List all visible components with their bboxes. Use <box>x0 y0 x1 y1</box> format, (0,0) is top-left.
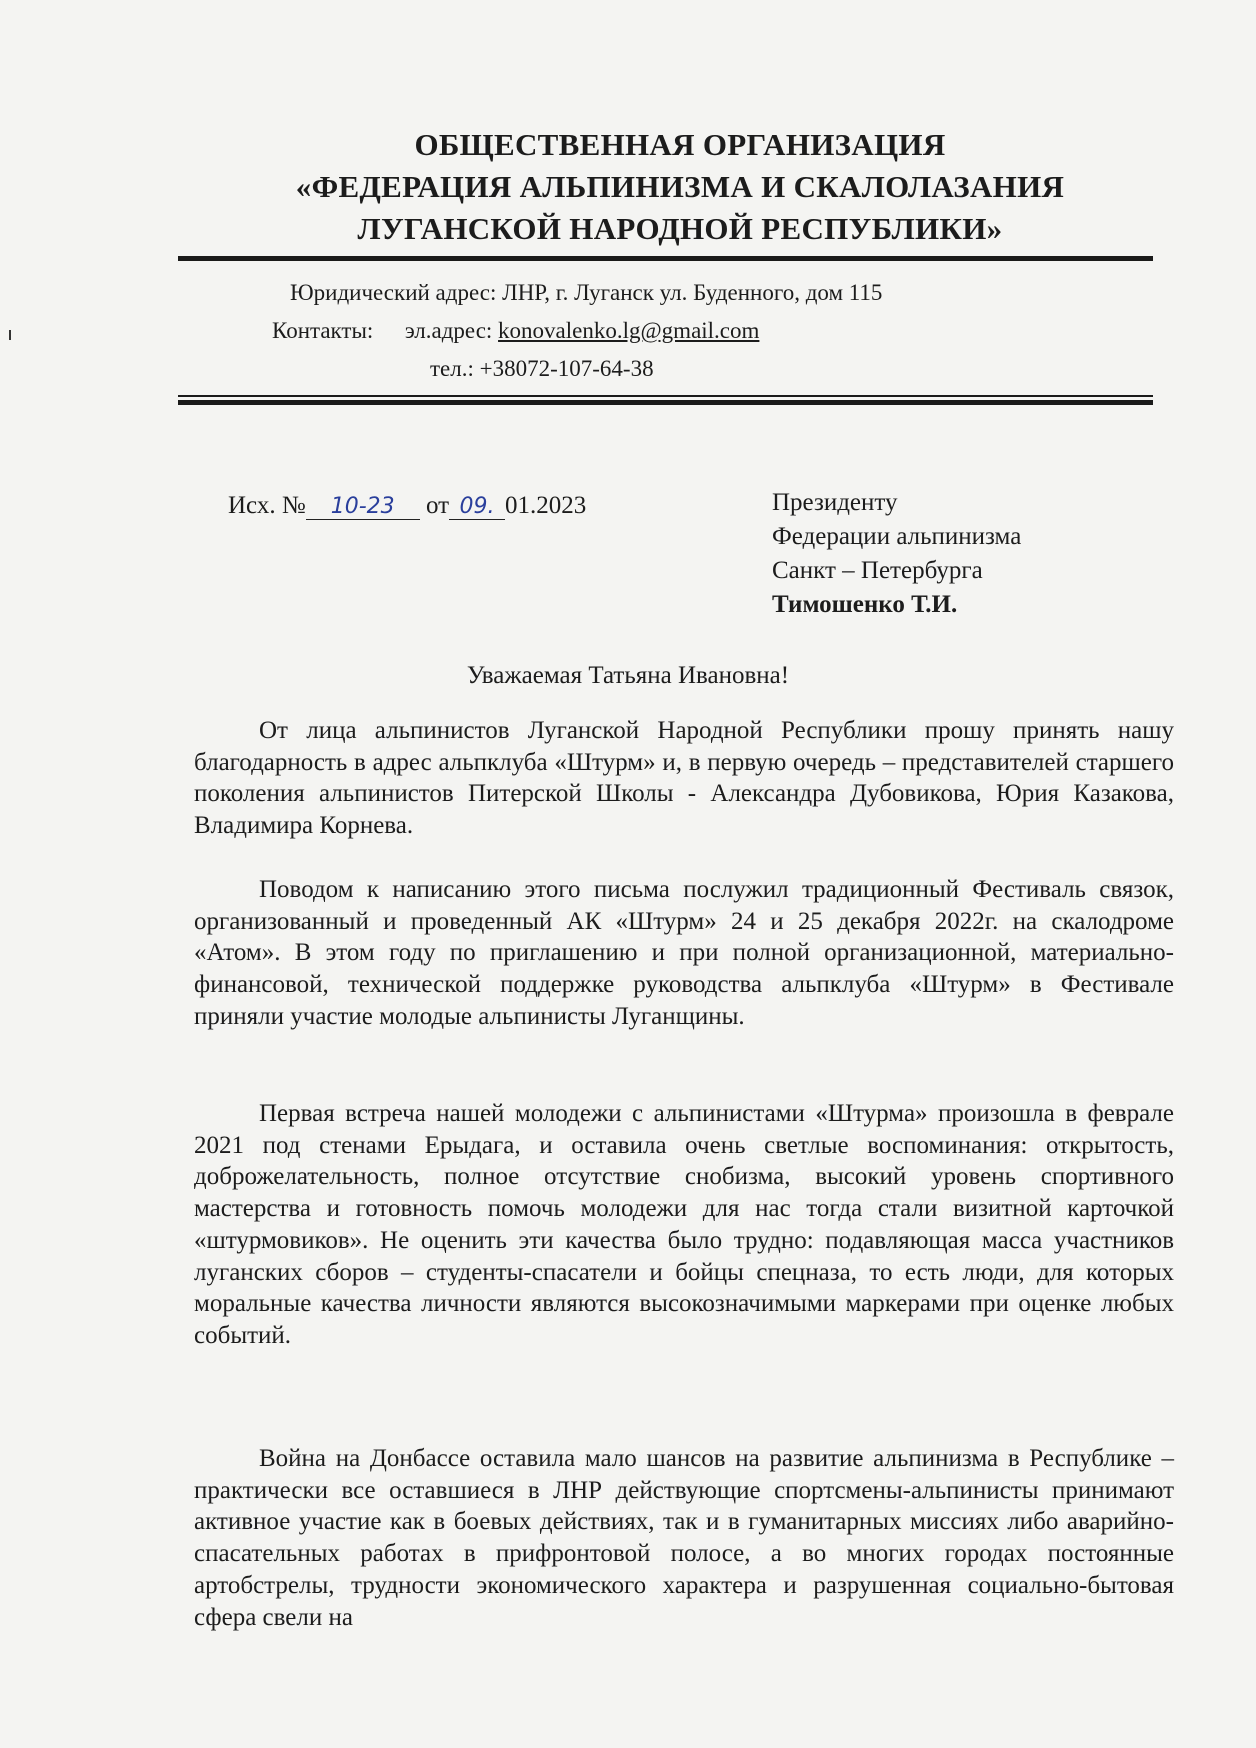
paragraph-3: Первая встреча нашей молодежи с альпинистами «Штурма» произошла в феврале 2021 под стенами Ерыдага, и оставила очень светлые воспоминания: открытость, доброжелательность, полное отсутствие снобизма, высокий уровень спортивного мастерства и готовность помочь молодежи для нас тогда стали визитной карточкой «штурмовиков». Не оценить эти качества было трудно: подавляющая масса участников луганских сборов – студенты-спасатели и бойцы спецназа, то есть люди, для которых моральные качества личности являются высокозначимыми маркерами при оценке любых событий. <box>194 1100 1174 1349</box>
outgoing-prefix: Исх. № <box>228 492 306 519</box>
scan-mark <box>9 330 11 340</box>
recipient-name: Тимошенко Т.И. <box>772 591 958 618</box>
letterhead-bottom-rule <box>178 400 1153 405</box>
paragraph-1: От лица альпинистов Луганской Народной Республики прошу принять нашу благодарность в адрес альпклуба «Штурм» и, в первую очередь – представителей старшего поколения альпинистов Питерской Школы - Александра Дубовикова, Юрия Казакова, Владимира Корнева. <box>194 717 1174 840</box>
letterhead-divider-thin <box>178 395 1153 397</box>
outgoing-number <box>228 492 586 520</box>
contacts-label: Контакты: <box>272 318 374 343</box>
org-line-1: ОБЩЕСТВЕННАЯ ОРГАНИЗАЦИЯ <box>414 127 946 162</box>
recipient-line-3: Санкт – Петербурга <box>772 557 983 584</box>
outgoing-day-handwritten: 09. <box>449 494 505 520</box>
salutation: Уважаемая Татьяна Ивановна! <box>466 662 790 689</box>
phone: тел.: +38072-107-64-38 <box>430 356 654 381</box>
letterhead-title <box>230 124 1130 250</box>
contacts-email-line <box>272 316 759 346</box>
recipient-line-1: Президенту <box>772 489 898 516</box>
outgoing-date-rest: 01.2023 <box>505 492 587 519</box>
email-link[interactable]: konovalenko.lg@gmail.com <box>498 318 760 343</box>
recipient-block <box>772 486 1021 622</box>
paragraph-2: Поводом к написанию этого письма послужил традиционный Фестиваль связок, организованный и проведенный АК «Штурм» 24 и 25 декабря 2022г. на скалодроме «Атом». В этом году по приглашению и при полной организационной, материально-финансовой, технической поддержке руководства альпклуба «Штурм» в Фестивале приняли участие молодые альпинисты Луганщины. <box>194 876 1174 1030</box>
email-label: эл.адрес: <box>404 318 493 343</box>
paragraph-4: Война на Донбассе оставила мало шансов на развитие альпинизма в Республике – практически все оставшиеся в ЛНР действующие спортсмены-альпинисты принимают активное участие как в боевых действиях, так и в гуманитарных миссиях либо аварийно-спасательных работах в прифронтовой полосе, а во многих городах постоянные артобстрелы, трудности экономического характера и разрушенная социально-бытовая сфера свели на <box>194 1445 1174 1631</box>
outgoing-from: от <box>425 492 450 519</box>
legal-address: Юридический адрес: ЛНР, г. Луганск ул. Буденного, дом 115 <box>290 280 883 305</box>
letterhead-top-rule <box>178 256 1153 261</box>
org-line-3: ЛУГАНСКОЙ НАРОДНОЙ РЕСПУБЛИКИ» <box>357 211 1003 246</box>
org-line-2: «ФЕДЕРАЦИЯ АЛЬПИНИЗМА И СКАЛОЛАЗАНИЯ <box>295 169 1065 204</box>
outgoing-number-handwritten: 10-23 <box>306 494 420 520</box>
recipient-line-2: Федерации альпинизма <box>772 523 1022 550</box>
